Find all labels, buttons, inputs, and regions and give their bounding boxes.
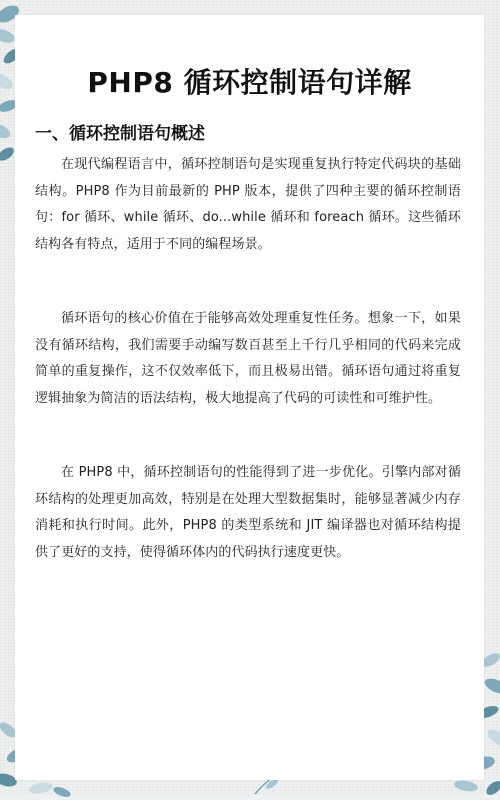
- section-heading: 一、循环控制语句概述: [35, 124, 205, 144]
- body-paragraph-2: 循环语句的核心价值在于能够高效处理重复性任务。想象一下，如果没有循环结构，我们需要手动编写数百甚至上千行几乎相同的代码来完成简单的重复操作，这不仅效率低下，而且极易出错。循环语句通过将重复逻辑抽象为简洁的语法结构，极大地提高了代码的可读性和可维护性。: [35, 311, 461, 406]
- document-page: [15, 15, 484, 780]
- body-paragraph-1: 在现代编程语言中，循环控制语句是实现重复执行特定代码块的基础结构。PHP8 作为目前最新的 PHP 版本，提供了四种主要的循环控制语句：for 循环、while 循环、do...while 循环和 foreach 循环。这些循环结构各有特点，适用于不同的编程场景。: [35, 157, 461, 252]
- document-title: PHP8 循环控制语句详解: [87, 66, 412, 99]
- body-paragraph-3: 在 PHP8 中，循环控制语句的性能得到了进一步优化。引擎内部对循环结构的处理更加高效，特别是在处理大型数据集时，能够显著减少内存消耗和执行时间。此外，PHP8 的类型系统和 JIT 编译器也对循环结构提供了更好的支持，使得循环体内的代码执行速度更快。: [35, 465, 461, 560]
